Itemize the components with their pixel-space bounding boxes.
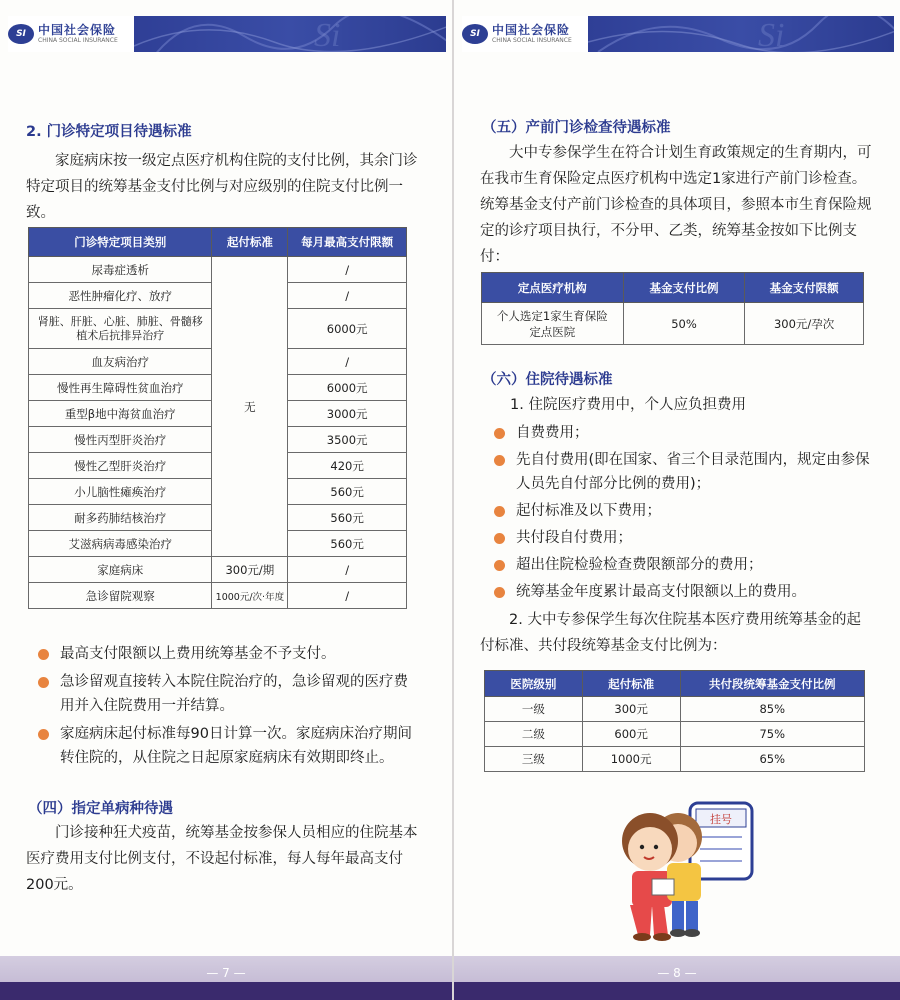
row-limit: 3000元 bbox=[288, 401, 407, 427]
row-level: 二级 bbox=[485, 722, 583, 747]
list-item: 统筹基金年度累计最高支付限额以上的费用。 bbox=[486, 580, 870, 604]
header bbox=[454, 8, 900, 50]
row-threshold: 300元/期 bbox=[212, 557, 288, 583]
brand-name-en: CHINA SOCIAL INSURANCE bbox=[492, 37, 572, 44]
row-ratio: 85% bbox=[680, 697, 865, 722]
row-limit: 560元 bbox=[288, 505, 407, 531]
row-threshold: 600元 bbox=[582, 722, 680, 747]
row-ratio: 50% bbox=[623, 303, 745, 345]
col-header-limit: 基金支付限额 bbox=[745, 273, 864, 303]
row-limit: 420元 bbox=[288, 453, 407, 479]
brand-name-en: CHINA SOCIAL INSURANCE bbox=[38, 37, 118, 44]
section5-heading: （五）产前门诊检查待遇标准 bbox=[482, 120, 671, 136]
section4-heading: （四）指定单病种待遇 bbox=[28, 801, 173, 817]
row-threshold: 300元 bbox=[582, 697, 680, 722]
section6-item2: 2. 大中专参保学生每次住院基本医疗费用统筹基金的起付标准、共付段统筹基金支付比例为： bbox=[480, 612, 861, 654]
row-limit: / bbox=[288, 349, 407, 375]
section6-heading: （六）住院待遇标准 bbox=[482, 372, 613, 388]
svg-text:Si: Si bbox=[758, 17, 785, 52]
inpatient-table bbox=[484, 670, 865, 772]
col-header-threshold: 起付标准 bbox=[582, 671, 680, 697]
row-level: 三级 bbox=[485, 747, 583, 772]
page-right bbox=[452, 0, 900, 1000]
row-limit: / bbox=[288, 283, 407, 309]
row-limit: / bbox=[288, 583, 407, 609]
notes-list bbox=[30, 642, 415, 770]
bullet-dot-icon bbox=[494, 587, 505, 598]
brand-name-cn: 中国社会保险 bbox=[492, 23, 571, 37]
merged-threshold-cell: 无 bbox=[212, 257, 288, 557]
row-name: 慢性再生障碍性贫血治疗 bbox=[29, 375, 212, 401]
section2-heading: 2. 门诊特定项目待遇标准 bbox=[26, 124, 192, 140]
row-ratio: 65% bbox=[680, 747, 865, 772]
col-header-ratio: 共付段统筹基金支付比例 bbox=[680, 671, 865, 697]
list-item: 自费费用； bbox=[486, 421, 870, 445]
col-header-level: 医院级别 bbox=[485, 671, 583, 697]
row-limit: 6000元 bbox=[288, 309, 407, 349]
row-limit: / bbox=[288, 557, 407, 583]
section4-text: 门诊接种狂犬疫苗，统筹基金按参保人员相应的住院基本医疗费用支付比例支付，不设起付标准，每人每年最高支付200元。 bbox=[26, 825, 418, 893]
list-item: 急诊留观直接转入本院住院治疗的，急诊留观的医疗费用并入住院费用一并结算。 bbox=[30, 670, 415, 718]
children-illustration bbox=[612, 797, 762, 942]
row-limit: 560元 bbox=[288, 479, 407, 505]
row-limit: 3500元 bbox=[288, 427, 407, 453]
col-header-limit: 每月最高支付限额 bbox=[288, 228, 407, 257]
row-limit: 6000元 bbox=[288, 375, 407, 401]
footer bbox=[0, 956, 452, 1000]
list-item: 最高支付限额以上费用统筹基金不予支付。 bbox=[30, 642, 415, 666]
bullet-dot-icon bbox=[494, 428, 505, 439]
row-name: 急诊留院观察 bbox=[29, 583, 212, 609]
col-header-category: 门诊特定项目类别 bbox=[29, 228, 212, 257]
list-item: 超出住院检验检查费限额部分的费用； bbox=[486, 553, 870, 577]
row-name: 血友病治疗 bbox=[29, 349, 212, 375]
page-number: — 8 — bbox=[657, 966, 697, 980]
bullet-dot-icon bbox=[38, 649, 49, 660]
row-name: 慢性丙型肝炎治疗 bbox=[29, 427, 212, 453]
brand-logo bbox=[8, 16, 134, 52]
footer bbox=[454, 956, 900, 1000]
col-header-institution: 定点医疗机构 bbox=[482, 273, 624, 303]
bullet-dot-icon bbox=[494, 560, 505, 571]
row-threshold: 1000元 bbox=[582, 747, 680, 772]
outpatient-special-table bbox=[28, 227, 407, 609]
row-name: 慢性乙型肝炎治疗 bbox=[29, 453, 212, 479]
bullet-dot-icon bbox=[494, 455, 505, 466]
row-name: 艾滋病病毒感染治疗 bbox=[29, 531, 212, 557]
row-name: 小儿脑性瘫痪治疗 bbox=[29, 479, 212, 505]
row-threshold: 1000元/次·年度 bbox=[212, 583, 288, 609]
header-banner bbox=[588, 16, 894, 52]
header-banner bbox=[134, 16, 446, 52]
row-name: 肾脏、肝脏、心脏、肺脏、骨髓移植术后抗排异治疗 bbox=[29, 309, 212, 349]
si-logo-icon: SI bbox=[8, 24, 34, 44]
header bbox=[0, 8, 452, 50]
col-header-ratio: 基金支付比例 bbox=[623, 273, 745, 303]
list-item: 共付段自付费用； bbox=[486, 526, 870, 550]
row-name: 家庭病床 bbox=[29, 557, 212, 583]
bullet-dot-icon bbox=[38, 677, 49, 688]
row-limit: / bbox=[288, 257, 407, 283]
row-name: 恶性肿瘤化疗、放疗 bbox=[29, 283, 212, 309]
col-header-threshold: 起付标准 bbox=[212, 228, 288, 257]
list-item: 先自付费用(即在国家、省三个目录范围内，规定由参保人员先自付部分比例的费用)； bbox=[486, 448, 870, 496]
section2-intro: 家庭病床按一级定点医疗机构住院的支付比例，其余门诊特定项目的统筹基金支付比例与对应级别的住院支付比例一致。 bbox=[26, 153, 418, 221]
list-item: 起付标准及以下费用； bbox=[486, 499, 870, 523]
row-level: 一级 bbox=[485, 697, 583, 722]
row-limit: 300元/孕次 bbox=[745, 303, 864, 345]
brand-name-cn: 中国社会保险 bbox=[38, 23, 117, 37]
row-name: 重型β地中海贫血治疗 bbox=[29, 401, 212, 427]
row-institution: 个人选定1家生育保险定点医院 bbox=[482, 303, 624, 345]
row-name: 尿毒症透析 bbox=[29, 257, 212, 283]
row-name: 耐多药肺结核治疗 bbox=[29, 505, 212, 531]
section5-text: 大中专参保学生在符合计划生育政策规定的生育期内，可在我市生育保险定点医疗机构中选定1家进行产前门诊检查。统筹基金支付产前门诊检查的具体项目，参照本市生育保险规定的诊疗项目执行，不分甲、乙类，统筹基金按如下比例支付： bbox=[480, 145, 872, 265]
page-number: — 7 — bbox=[206, 966, 246, 980]
svg-text:Si: Si bbox=[314, 17, 341, 52]
row-limit: 560元 bbox=[288, 531, 407, 557]
list-item: 家庭病床起付标准每90日计算一次。家庭病床治疗期间转住院的，从住院之日起原家庭病床有效期即终止。 bbox=[30, 722, 415, 770]
bullet-dot-icon bbox=[494, 506, 505, 517]
prenatal-table bbox=[481, 272, 864, 345]
brand-logo bbox=[462, 16, 588, 52]
section6-item1: 1. 住院医疗费用中，个人应负担费用 bbox=[510, 397, 746, 413]
row-ratio: 75% bbox=[680, 722, 865, 747]
registration-sign-text: 挂号 bbox=[710, 813, 732, 826]
bullet-dot-icon bbox=[38, 729, 49, 740]
bullet-dot-icon bbox=[494, 533, 505, 544]
si-logo-icon: SI bbox=[462, 24, 488, 44]
self-pay-list bbox=[486, 421, 870, 604]
